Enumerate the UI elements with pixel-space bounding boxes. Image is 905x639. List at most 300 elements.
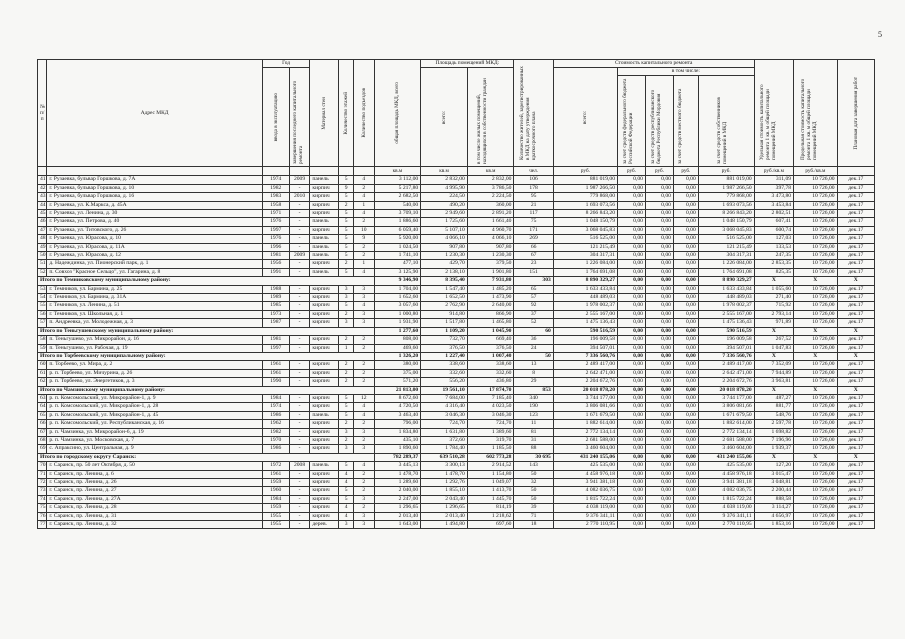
table-cell: 1 939,37: [754, 445, 793, 453]
table-cell: г. Темников, ул. Школьная, д. 1: [47, 310, 262, 318]
table-cell: 10 726,00: [794, 369, 838, 377]
subtotal-cell: 0,00: [645, 453, 673, 461]
subtotal-cell: X: [837, 277, 874, 285]
table-cell: 4: [353, 193, 374, 201]
table-cell: дек.17: [837, 470, 874, 478]
table-cell: 74: [38, 495, 47, 503]
table-cell: 0,00: [645, 462, 673, 470]
table-cell: 66: [514, 243, 553, 251]
table-cell: 0,00: [645, 521, 673, 529]
table-cell: 5: [339, 403, 354, 411]
table-cell: 121 215,49: [553, 243, 617, 251]
subtotal-cell: 8 890 329,27: [698, 277, 754, 285]
col-area-all-header: всего:: [421, 68, 468, 167]
table-cell: 2: [339, 361, 354, 369]
subtotal-cell: 0,00: [673, 453, 698, 461]
subtotal-cell: X: [794, 327, 838, 335]
capital-repair-table: [37, 59, 875, 529]
subtotal-cell: 0,00: [645, 277, 673, 285]
table-cell: дек.17: [837, 512, 874, 520]
table-cell: 66: [38, 420, 47, 428]
table-cell: дек.17: [837, 193, 874, 201]
table-cell: 1973: [262, 310, 289, 318]
subtotal-cell: 431 240 155,06: [553, 453, 617, 461]
table-cell: 5: [339, 487, 354, 495]
subtotal-cell: 20 018 878,20: [553, 386, 617, 394]
table-cell: 394 507,01: [553, 344, 617, 352]
table-cell: 0,00: [673, 294, 698, 302]
unit-cell-empty: [38, 167, 47, 176]
table-cell: 71: [514, 512, 553, 520]
table-cell: 2 681 588,00: [698, 436, 754, 444]
table-cell: 76: [38, 512, 47, 520]
subtotal-row: [38, 453, 875, 461]
table-row: [38, 252, 875, 260]
table-cell: п. Теньгушево, ул. Микрорайон, д. 16: [47, 336, 262, 344]
table-cell: 267,52: [754, 336, 793, 344]
table-cell: 3 048,81: [754, 479, 793, 487]
table-cell: 10 726,00: [794, 361, 838, 369]
table-cell: 51: [38, 260, 47, 268]
table-cell: 0,00: [618, 176, 646, 184]
table-cell: 0,00: [618, 462, 646, 470]
table-cell: 0,00: [673, 361, 698, 369]
table-cell: 4 656,97: [754, 512, 793, 520]
table-cell: кирпич: [310, 504, 339, 512]
table-cell: 0,00: [673, 394, 698, 402]
table-cell: 271,40: [754, 294, 793, 302]
table-cell: 1983: [262, 193, 289, 201]
table-row: [38, 344, 875, 352]
subtotal-cell: 0,00: [618, 352, 646, 360]
table-row: [38, 210, 875, 218]
table-cell: 3 057,60: [374, 302, 421, 310]
table-cell: 7 684,00: [421, 394, 468, 402]
table-cell: 1 633 433,84: [698, 285, 754, 293]
table-cell: 1 547,40: [421, 285, 468, 293]
table-cell: 73: [38, 487, 47, 495]
table-row: [38, 176, 875, 184]
subtotal-label: Итого по Торбеевскому муниципальному району:: [38, 352, 375, 360]
table-cell: 54: [38, 294, 47, 302]
table-cell: 556,20: [421, 378, 468, 386]
table-cell: дек.17: [837, 176, 874, 184]
col-federal-header: за счет средств федерального бюджета Российской Федерации: [618, 76, 646, 166]
table-cell: г. Саранск, пр. Ленина, д. 26: [47, 479, 262, 487]
table-cell: 2 949,60: [421, 210, 468, 218]
table-cell: 429,70: [421, 260, 468, 268]
table-cell: 1 987 266,50: [698, 184, 754, 192]
table-cell: 1996: [262, 243, 289, 251]
table-cell: 0,00: [673, 176, 698, 184]
table-cell: 3 068 045,83: [698, 226, 754, 234]
table-cell: 10: [353, 226, 374, 234]
table-cell: кирпич: [310, 378, 339, 386]
table-cell: 1 882 614,00: [553, 420, 617, 428]
table-cell: 10 726,00: [794, 252, 838, 260]
table-cell: -: [289, 218, 310, 226]
table-cell: 571,20: [374, 378, 421, 386]
table-cell: 2 770 110,95: [698, 521, 754, 529]
table-cell: 600,74: [754, 226, 793, 234]
table-cell: 36: [514, 336, 553, 344]
table-cell: 2 914,52: [467, 462, 514, 470]
table-cell: 1 047,83: [754, 344, 793, 352]
table-cell: 0,00: [673, 218, 698, 226]
unit-cell: кв.м: [374, 167, 421, 176]
table-cell: дек.17: [837, 487, 874, 495]
table-cell: 2: [353, 487, 374, 495]
table-cell: 0,00: [673, 411, 698, 419]
table-cell: 0,00: [618, 285, 646, 293]
table-row: [38, 495, 875, 503]
table-cell: 55: [38, 302, 47, 310]
table-cell: п. Торбеево, ул. Мира, д. 2: [47, 361, 262, 369]
table-cell: 10 726,00: [794, 319, 838, 327]
table-cell: 1 853,16: [754, 521, 793, 529]
col-unit-cost-header: Удельная стоимость капитального ремонта 1 кв. м общей площади помещений МКД: [754, 60, 793, 167]
table-cell: 1 784,40: [421, 445, 468, 453]
table-cell: 57: [38, 319, 47, 327]
table-cell: 3: [339, 428, 354, 436]
table-cell: 425 535,00: [553, 462, 617, 470]
col-funds-header: [618, 68, 755, 167]
table-cell: 1961: [262, 361, 289, 369]
table-cell: кирпич: [310, 420, 339, 428]
table-cell: 1 185,50: [467, 445, 514, 453]
table-cell: 3 463,40: [374, 411, 421, 419]
table-cell: 2 640,00: [467, 302, 514, 310]
table-cell: 50: [514, 487, 553, 495]
table-cell: панель: [310, 268, 339, 276]
table-cell: -: [289, 445, 310, 453]
table-cell: дек.17: [837, 285, 874, 293]
table-cell: 0,00: [645, 310, 673, 318]
table-cell: 2009: [289, 252, 310, 260]
table-cell: 81: [514, 428, 553, 436]
table-cell: д. Надеждинка, ул. Пионерский парк, д. 1: [47, 260, 262, 268]
table-cell: дек.17: [837, 394, 874, 402]
table-cell: 0,00: [645, 294, 673, 302]
table-cell: 10 726,00: [794, 285, 838, 293]
table-cell: 45: [38, 210, 47, 218]
table-cell: г. Темников, ул. Ленина, д. 51: [47, 302, 262, 310]
subtotal-cell: 7 931,80: [467, 277, 514, 285]
table-cell: 52: [514, 319, 553, 327]
table-cell: 319,70: [467, 436, 514, 444]
table-cell: кирпич: [310, 479, 339, 487]
table-cell: 32: [514, 479, 553, 487]
table-cell: 1 296,65: [374, 504, 421, 512]
table-cell: 0,00: [673, 470, 698, 478]
table-cell: 1 000,80: [374, 310, 421, 318]
table-cell: 5: [339, 226, 354, 234]
table-cell: 2: [339, 369, 354, 377]
table-cell: 2: [353, 420, 374, 428]
table-cell: 0,00: [645, 470, 673, 478]
table-cell: 5: [339, 243, 354, 251]
table-cell: 825,35: [754, 268, 793, 276]
table-cell: 10 726,00: [794, 521, 838, 529]
table-cell: 2: [353, 369, 374, 377]
table-cell: дек.17: [837, 201, 874, 209]
table-cell: дек.17: [837, 369, 874, 377]
unit-cell-empty: [47, 167, 262, 176]
table-cell: г. Рузаевка, ул. Юрасова, д. 10: [47, 235, 262, 243]
unit-cell: руб./кв.м: [794, 167, 838, 176]
table-cell: 196 009,58: [553, 336, 617, 344]
table-cell: 72: [38, 479, 47, 487]
table-cell: 2: [339, 310, 354, 318]
table-cell: дек.17: [837, 420, 874, 428]
subtotal-cell: 0,00: [618, 386, 646, 394]
table-cell: 95: [514, 193, 553, 201]
table-cell: 2 762,90: [421, 302, 468, 310]
col-total-area-header: общая площадь МКД, всего: [374, 60, 421, 167]
table-cell: 3: [353, 445, 374, 453]
table-cell: 2 489 417,00: [698, 361, 754, 369]
table-cell: 469,60: [374, 344, 421, 352]
table-cell: панель: [310, 218, 339, 226]
subtotal-cell: 0,00: [673, 352, 698, 360]
table-cell: 4: [353, 302, 374, 310]
table-cell: 1 931,90: [374, 319, 421, 327]
col-area-group-header: Площадь помещений МКД:: [421, 60, 514, 68]
table-cell: 13: [514, 361, 553, 369]
table-cell: дек.17: [837, 302, 874, 310]
table-row: [38, 243, 875, 251]
table-cell: дек.17: [837, 260, 874, 268]
table-cell: 1970: [262, 436, 289, 444]
table-row: [38, 285, 875, 293]
table-cell: 1984: [262, 394, 289, 402]
table-cell: 1 815 722,24: [553, 495, 617, 503]
table-cell: 1 226 084,00: [698, 260, 754, 268]
table-cell: 2 555 167,00: [553, 310, 617, 318]
table-cell: 2 138,10: [421, 268, 468, 276]
subtotal-cell: 8 890 329,27: [553, 277, 617, 285]
table-cell: панель: [310, 462, 339, 470]
table-cell: 43: [38, 193, 47, 201]
table-row: [38, 487, 875, 495]
table-cell: 4 038 119,00: [553, 504, 617, 512]
col-wall-header: Материал стен: [310, 60, 339, 167]
table-cell: дек.17: [837, 428, 874, 436]
table-cell: 0,00: [673, 243, 698, 251]
unit-cell-empty: [353, 167, 374, 176]
table-cell: 50: [514, 495, 553, 503]
table-cell: г. Рузаевка, ул. Юрасова, д. 12: [47, 252, 262, 260]
table-cell: -: [289, 369, 310, 377]
table-cell: 1959: [262, 479, 289, 487]
table-cell: 1 475 136,43: [553, 319, 617, 327]
table-cell: 58: [38, 336, 47, 344]
subtotal-cell: 9 346,90: [374, 277, 421, 285]
table-cell: 10 726,00: [794, 403, 838, 411]
table-row: [38, 420, 875, 428]
table-cell: г. Саранск, пр. Ленина, д. 31: [47, 512, 262, 520]
table-cell: 0,00: [673, 310, 698, 318]
table-cell: г. Рузаевка, бульвар Горшкова, д. 10: [47, 184, 262, 192]
table-cell: 2: [353, 344, 374, 352]
table-cell: 2: [353, 252, 374, 260]
table-cell: 10 726,00: [794, 176, 838, 184]
table-cell: 50: [38, 252, 47, 260]
table-cell: -: [289, 302, 310, 310]
table-cell: 724,70: [467, 420, 514, 428]
table-cell: 127,03: [754, 235, 793, 243]
table-cell: 3 744 177,00: [698, 394, 754, 402]
table-row: [38, 445, 875, 453]
table-cell: 2 770 110,95: [553, 521, 617, 529]
subtotal-cell: 21 813,00: [374, 386, 421, 394]
table-cell: 62: [38, 378, 47, 386]
subtotal-label: Итого по Темниковскому муниципальному району:: [38, 277, 375, 285]
table-cell: 0,00: [673, 319, 698, 327]
table-cell: 881,77: [754, 403, 793, 411]
table-cell: 1976: [262, 235, 289, 243]
col-floors-header: Количество этажей: [339, 60, 354, 167]
table-cell: 0,00: [645, 487, 673, 495]
table-cell: 10 726,00: [794, 394, 838, 402]
subtotal-row: [38, 327, 875, 335]
table-cell: 2: [353, 378, 374, 386]
table-cell: 0,00: [645, 226, 673, 234]
table-cell: 814,19: [467, 504, 514, 512]
table-cell: 1 987 266,50: [553, 184, 617, 192]
table-cell: 1 445,70: [467, 495, 514, 503]
subtotal-cell: 30 695: [514, 453, 553, 461]
table-cell: 5: [339, 235, 354, 243]
table-cell: 0,00: [645, 252, 673, 260]
table-cell: 29: [514, 378, 553, 386]
table-cell: 1 661,40: [467, 218, 514, 226]
table-cell: 4: [353, 403, 374, 411]
table-cell: 779 868,00: [553, 193, 617, 201]
table-cell: 8 266 843,20: [553, 210, 617, 218]
table-cell: 3 068 045,83: [553, 226, 617, 234]
table-cell: -: [289, 336, 310, 344]
subtotal-cell: 0,00: [673, 386, 698, 394]
table-cell: кирпич: [310, 487, 339, 495]
subtotal-cell: 1 007,40: [467, 352, 514, 360]
subtotal-cell: X: [794, 386, 838, 394]
table-cell: 133,53: [754, 243, 793, 251]
table-cell: 21: [514, 201, 553, 209]
table-cell: 448 489,03: [698, 294, 754, 302]
table-cell: 171: [514, 226, 553, 234]
table-cell: 47: [38, 226, 47, 234]
table-cell: дек.17: [837, 218, 874, 226]
table-cell: 907,80: [421, 243, 468, 251]
subtotal-cell: 1 227,40: [421, 352, 468, 360]
table-cell: 0,00: [645, 495, 673, 503]
table-cell: 304 317,31: [698, 252, 754, 260]
table-cell: дек.17: [837, 310, 874, 318]
subtotal-cell: X: [754, 386, 793, 394]
subtotal-cell: 0,00: [673, 327, 698, 335]
table-cell: 1 901,80: [467, 268, 514, 276]
table-cell: г. Темников, ул. Бармина, д. 25: [47, 285, 262, 293]
table-cell: 8: [514, 369, 553, 377]
table-cell: 548,76: [754, 411, 793, 419]
table-cell: 3: [353, 428, 374, 436]
table-cell: 1981: [262, 336, 289, 344]
table-cell: 0,00: [618, 319, 646, 327]
table-cell: 2008: [289, 462, 310, 470]
table-cell: 1 671 679,50: [553, 411, 617, 419]
table-cell: г. Рузаевка, ул. Ленина, д. 30: [47, 210, 262, 218]
table-cell: 2 204 672,76: [553, 378, 617, 386]
table-cell: дек.17: [837, 479, 874, 487]
table-cell: г. Саранск, пр. Ленина, д. 28: [47, 504, 262, 512]
table-cell: 59: [38, 344, 47, 352]
table-cell: 0,00: [673, 268, 698, 276]
table-cell: 4 960,70: [467, 226, 514, 234]
table-cell: 3: [339, 319, 354, 327]
table-cell: 3: [353, 319, 374, 327]
table-cell: 5: [339, 218, 354, 226]
table-cell: 2010: [289, 193, 310, 201]
table-cell: 1 494,80: [421, 521, 468, 529]
table-cell: 435,10: [374, 436, 421, 444]
table-cell: дек.17: [837, 403, 874, 411]
table-cell: панель: [310, 176, 339, 184]
table-cell: -: [289, 428, 310, 436]
table-cell: 2 642 471,00: [698, 369, 754, 377]
table-cell: г. Саранск, пр. 50 лет Октября, д. 50: [47, 462, 262, 470]
subtotal-cell: 0,00: [645, 327, 673, 335]
table-cell: -: [289, 436, 310, 444]
table-cell: 4: [339, 470, 354, 478]
subtotal-cell: 303: [514, 277, 553, 285]
table-cell: -: [289, 210, 310, 218]
table-cell: 332,60: [467, 369, 514, 377]
table-cell: кирпич: [310, 285, 339, 293]
table-cell: 4: [353, 462, 374, 470]
table-cell: 53: [38, 285, 47, 293]
table-cell: 2: [353, 361, 374, 369]
table-cell: кирпич: [310, 394, 339, 402]
unit-cell-empty: [262, 167, 289, 176]
table-cell: дек.17: [837, 436, 874, 444]
table-cell: дек.17: [837, 243, 874, 251]
table-cell: 332,60: [421, 369, 468, 377]
table-cell: 0,00: [673, 512, 698, 520]
table-cell: 3 125,90: [374, 268, 421, 276]
table-cell: 0,00: [645, 319, 673, 327]
table-cell: 380,00: [374, 361, 421, 369]
unit-cell: руб.: [698, 167, 754, 176]
table-row: [38, 462, 875, 470]
table-cell: кирпич: [310, 319, 339, 327]
table-cell: -: [289, 403, 310, 411]
table-cell: 92: [514, 302, 553, 310]
table-cell: 3 744 177,00: [553, 394, 617, 402]
table-cell: 0,00: [673, 445, 698, 453]
subtotal-cell: X: [837, 352, 874, 360]
table-cell: 425 535,00: [698, 462, 754, 470]
table-cell: 1 834,80: [374, 428, 421, 436]
table-cell: 3: [339, 521, 354, 529]
table-cell: 0,00: [673, 252, 698, 260]
table-cell: 247,35: [754, 252, 793, 260]
table-cell: 23: [514, 260, 553, 268]
table-cell: 10 726,00: [794, 184, 838, 192]
table-cell: кирпич: [310, 294, 339, 302]
table-cell: 477,10: [374, 260, 421, 268]
subtotal-cell: 0,00: [618, 327, 646, 335]
